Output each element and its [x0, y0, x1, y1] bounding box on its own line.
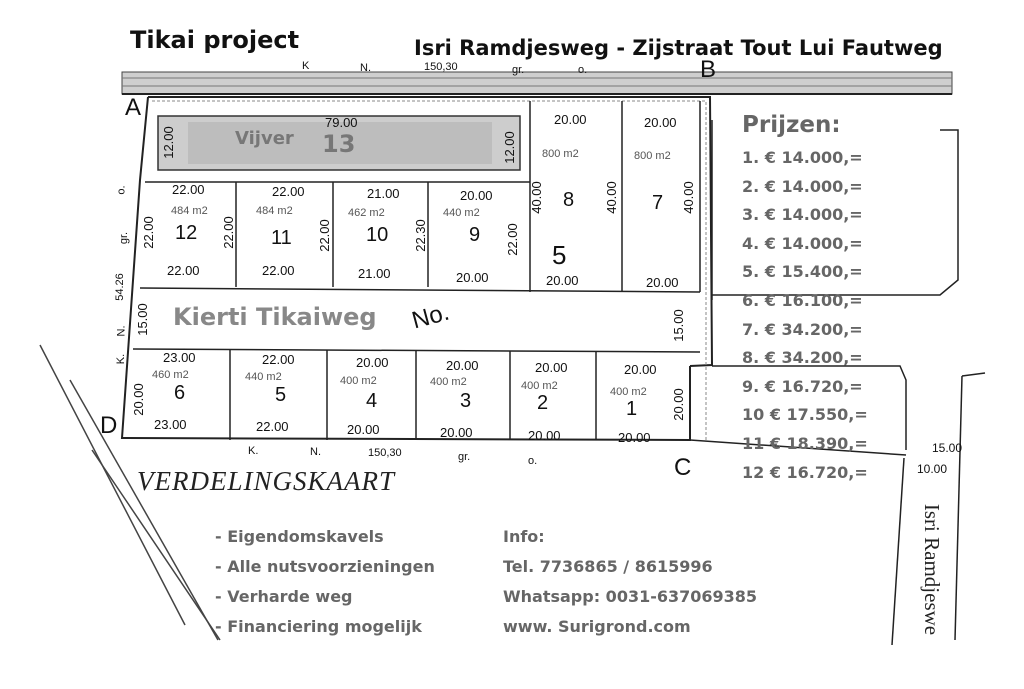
lot10-area: 462 m2: [348, 207, 385, 219]
lot12-area: 484 m2: [171, 205, 208, 217]
side-road-width-2: 10.00: [917, 462, 948, 476]
info-block: [503, 527, 757, 647]
lot4-number: 4: [366, 390, 378, 412]
project-title: Tikai project: [130, 26, 300, 54]
lot2-bottom-dim: 20.00: [528, 428, 561, 443]
price-item: 8. € 34.200,=: [742, 348, 863, 368]
lot8-area: 800 m2: [542, 148, 579, 160]
lot8-top-dim: 20.00: [554, 112, 587, 127]
lot8-bottom-dim: 20.00: [546, 273, 579, 288]
top-o-label: o.: [578, 64, 588, 76]
feature-item: - Alle nutsvoorzieningen: [215, 557, 435, 576]
lot9-right-dim: 22.00: [504, 223, 520, 256]
corner-c: C: [674, 454, 692, 481]
left-o-label: o.: [115, 185, 128, 195]
top-gr-label: gr.: [512, 64, 525, 76]
lot4-bottom-dim: 20.00: [347, 422, 380, 437]
price-item: 2. € 14.000,=: [742, 176, 863, 196]
lot11-area: 484 m2: [256, 205, 293, 217]
road-north-edge: [140, 288, 700, 292]
lot8-extra-number: 5: [552, 240, 567, 270]
lot12-side-dim: 22.00: [140, 216, 156, 249]
left-k-label: K.: [115, 353, 128, 365]
lot10-bottom-dim: 21.00: [358, 266, 391, 281]
price-item: 6. € 16.100,=: [742, 290, 863, 310]
price-item: 1. € 14.000,=: [742, 148, 863, 167]
pond-right-dim: 12.00: [501, 131, 517, 164]
lot1-top-dim: 20.00: [624, 362, 657, 377]
lot5-top-dim: 22.00: [262, 352, 295, 367]
lot5-number: 5: [275, 384, 287, 406]
lot6-number: 6: [174, 382, 186, 404]
lot7-right-dim: 40.00: [680, 181, 696, 214]
lot7-area: 800 m2: [634, 150, 671, 162]
lot3-bottom-dim: 20.00: [440, 425, 473, 440]
prices-title: Prijzen:: [742, 112, 841, 138]
side-road-name: Isri Ramdjeswe: [920, 503, 945, 636]
price-item: 5. € 15.400,=: [742, 262, 863, 282]
info-phone: Tel. 7736865 / 8615996: [503, 557, 713, 576]
lot5-bottom-dim: 22.00: [256, 419, 289, 434]
bottom-n-label: N.: [310, 446, 321, 458]
road-number-label: No.: [409, 298, 453, 335]
lot6-area: 460 m2: [152, 369, 189, 381]
lot10-side-dim: 22.00: [316, 219, 332, 252]
lot2-number: 2: [537, 392, 549, 414]
lot8-number: 8: [563, 189, 575, 211]
price-item: 10 € 17.550,=: [742, 405, 868, 425]
lot11-number: 11: [271, 227, 292, 249]
corner-a: A: [125, 94, 142, 121]
lot4-area: 400 m2: [340, 375, 377, 387]
lot11-bottom-dim: 22.00: [262, 263, 295, 278]
lot3-number: 3: [460, 390, 472, 412]
top-k-label: K: [302, 60, 310, 72]
left-n-label: N.: [115, 325, 128, 337]
corner-b: B: [700, 56, 717, 83]
price-item: 3. € 14.000,=: [742, 205, 863, 225]
side-road-width-1: 15.00: [932, 441, 963, 455]
lot4-top-dim: 20.00: [356, 355, 389, 370]
lot12-top-dim: 22.00: [172, 182, 205, 197]
corner-d: D: [100, 412, 118, 439]
lot5-area: 440 m2: [245, 371, 282, 383]
lot3-top-dim: 20.00: [446, 358, 479, 373]
feature-item: - Eigendomskavels: [215, 527, 384, 546]
price-item: 7. € 34.200,=: [742, 319, 863, 339]
lot7-bottom-dim: 20.00: [646, 275, 679, 290]
lot3-area: 400 m2: [430, 376, 467, 388]
info-title: Info:: [503, 527, 545, 546]
feature-list: [215, 527, 435, 647]
bottom-bearing-value: 150,30: [368, 447, 402, 459]
lot11-top-dim: 22.00: [272, 184, 305, 199]
left-gr-label: gr.: [118, 231, 131, 245]
road-right-width: 15.00: [670, 309, 686, 342]
lot9-area: 440 m2: [443, 207, 480, 219]
info-website[interactable]: www. Surigrond.com: [503, 617, 691, 636]
feature-item: - Financiering mogelijk: [215, 617, 422, 636]
top-bearing-value: 150,30: [424, 61, 458, 73]
bottom-gr-label: gr.: [458, 451, 471, 463]
lot7-left-dim: 40.00: [603, 181, 619, 214]
price-item: 11 € 18.390,=: [742, 433, 868, 453]
price-item: 4. € 14.000,=: [742, 233, 863, 253]
bottom-o-label: o.: [528, 455, 538, 467]
lot6-bottom-dim: 23.00: [154, 417, 187, 432]
info-whatsapp: Whatsapp: 0031-637069385: [503, 587, 758, 606]
top-n-label: N.: [360, 62, 371, 74]
lot7-number: 7: [652, 192, 664, 214]
lot6-side-dim: 20.00: [130, 383, 146, 416]
lot1-side-dim: 20.00: [670, 388, 686, 421]
lot9-bottom-dim: 20.00: [456, 270, 489, 285]
lot1-area: 400 m2: [610, 386, 647, 398]
lot10-top-dim: 21.00: [367, 186, 400, 201]
lot8-side-dim: 40.00: [528, 181, 544, 214]
pond-number: 13: [322, 130, 356, 158]
lot9-side-dim: 22.30: [412, 219, 428, 252]
bottom-k-label: K.: [248, 445, 259, 457]
lot10-number: 10: [366, 224, 389, 246]
left-bearing-value: 54.26: [113, 273, 126, 301]
map-caption: VERDELINGSKAART: [137, 466, 395, 496]
lot1-number: 1: [626, 398, 638, 420]
top-road-band: [122, 72, 952, 94]
pond-label: Vijver: [235, 128, 294, 149]
road-title: Isri Ramdjesweg - Zijstraat Tout Lui Fautweg: [414, 36, 943, 60]
lot11-side-dim: 22.00: [220, 216, 236, 249]
road-name: Kierti Tikaiweg: [173, 303, 377, 331]
price-item: 9. € 16.720,=: [742, 376, 863, 396]
lot9-top-dim: 20.00: [460, 188, 493, 203]
price-list: [742, 148, 868, 491]
lot2-area: 400 m2: [521, 380, 558, 392]
feature-item: - Verharde weg: [215, 587, 353, 606]
lot12-number: 12: [175, 222, 198, 244]
lot7-top-dim: 20.00: [644, 115, 677, 130]
price-item: 12 € 16.720,=: [742, 462, 868, 482]
lot2-top-dim: 20.00: [535, 360, 568, 375]
pond-width: 79.00: [325, 115, 358, 130]
pond-left-dim: 12.00: [160, 126, 176, 159]
lot6-top-dim: 23.00: [163, 350, 196, 365]
lot1-bottom-dim: 20.00: [618, 430, 651, 445]
lot9-number: 9: [469, 224, 481, 246]
lot12-bottom-dim: 22.00: [167, 263, 200, 278]
road-left-width: 15.00: [134, 303, 150, 336]
